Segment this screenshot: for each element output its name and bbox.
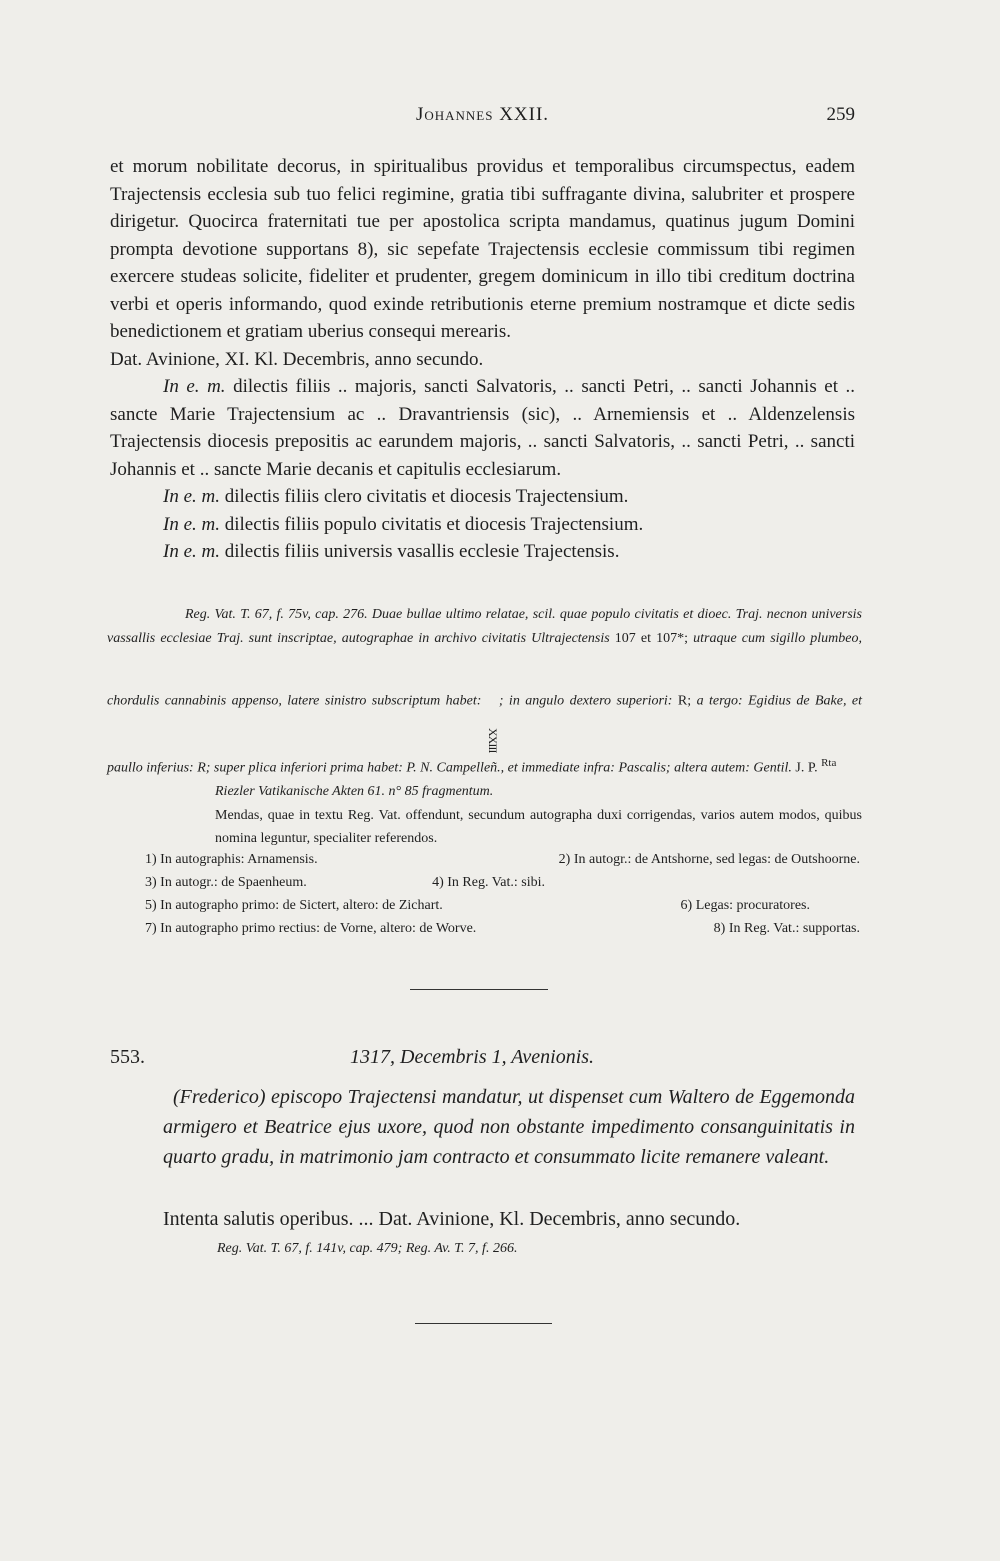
iem-label: In e. m. [163, 541, 220, 562]
entry-summary: (Frederico) episcopo Trajectensi mandatur, ut dispenset cum Waltero de Eggemonda armigero et Beatrice ejus uxore, quod non obstante impedimento consanguinitatis in quarto gradu, in matrimonio jam contracto et consummato licite remanere valeant. [163, 1086, 855, 1168]
signature-mark: XXIII [485, 728, 500, 753]
incipit-line: Intenta salutis operibus. ... Dat. Avinione, Kl. Decembris, anno secundo. [163, 1208, 741, 1230]
iem-label: In e. m. [163, 486, 220, 507]
in-eundem-modum-2: In e. m. dilectis filiis clero civitatis et diocesis Trajectensium. [163, 486, 629, 507]
running-header [110, 104, 855, 134]
editorial-notes [107, 603, 862, 851]
in-eundem-modum-1: In e. m. dilectis filiis .. majoris, sancti Salvatoris, .. sancti Petri, .. sancti Johannis et .. sancte Marie Trajectensium ac .. Dravantriensis (sic), .. Arnemiensis et .. Aldenzelensis Trajectensis diocesis prepositis ac earundem majoris, .. sancti Salvatoris, .. sancti Petri, .. sancti Johannis et .. sancte Marie decanis et capitulis ecclesiarum. [110, 376, 856, 480]
footnote-row [145, 917, 860, 940]
footnote-row [145, 848, 860, 871]
running-title: Johannes XXII. [415, 104, 550, 125]
footnote: 6) Legas: procuratores. [680, 898, 810, 913]
jp-mark: J. P. [795, 760, 818, 776]
dating-clause: Dat. Avinione, XI. Kl. Decembris, anno secundo. [110, 348, 484, 370]
source-note: Reg. Vat. T. 67, f. 75v, cap. 276. Duae bullae ultimo relatae, scil. quae populo civitatis et dioec. Traj. necnon universis vassallis ecclesiae Traj. sunt inscriptae, autographae in archivo civitatis Ultrajectensis 107 et 107*; utraque cum sigillo plumbeo, chordulis cannabinis appenso, latere sinistro subscriptum habet: XXIII; in angulo dextero superiori: R; a tergo: Egidius de Bake, et paullo inferius: R; super plica inferiori prima habet: P. N. Campelleñ., et immediate infra: Pascalis; altera autem: Gentil. J. P. $^{Rta}$ [107, 607, 863, 776]
in-eundem-modum-3: In e. m. dilectis filiis populo civitatis et diocesis Trajectensium. [163, 513, 644, 535]
footnotes [145, 848, 860, 940]
footnote: 3) In autogr.: de Spaenheum. [145, 875, 307, 890]
entry-date: 1317, Decembris 1, Avenionis. [350, 1046, 595, 1068]
section-divider [415, 1323, 552, 1324]
page-number: 259 [826, 104, 855, 125]
footnote: 4) In Reg. Vat.: sibi. [432, 875, 545, 890]
footnote-row [145, 894, 860, 917]
main-text [110, 153, 855, 566]
footnote: 1) In autographis: Arnamensis. [145, 852, 318, 867]
footnote: 2) In autogr.: de Antshorne, sed legas: de Outshoorne. [558, 852, 860, 867]
footnote: 7) In autographo primo rectius: de Vorne, altero: de Worve. [145, 921, 477, 936]
mendas-note: Mendas, quae in textu Reg. Vat. offendunt, secundum autographa duxi corrigendas, varios autem modos, quibus nomina leguntur, specialiter referendos. [215, 807, 862, 847]
iem-label: In e. m. [163, 513, 220, 535]
letter-body: et morum nobilitate decorus, in spiritualibus providus et temporalibus circumspectus, eadem Trajectensis ecclesia sub tuo felici regimine, gratia tibi suffragante divina, salubriter et prospere dirigetur. Quocirca fraternitati tue per apostolica scripta mandamus, quatinus jugum Domini prompta devotione supportans 8), sic sepefate Trajectensis ecclesie commissum tibi regimen exercere studeas solicite, fideliter et prudenter, gregem dominicum in illo tibi creditum doctrina verbi et operis informando, quod exinde retributionis eterne premium nostramque et dicte sedis benedictionem et gratiam uberius consequi merearis. [110, 156, 855, 342]
register-reference: Reg. Vat. T. 67, f. 75v, cap. 276. [185, 607, 368, 622]
iem-label: In e. m. [163, 376, 226, 397]
footnote: 8) In Reg. Vat.: supportas. [713, 921, 860, 936]
footnote: 5) In autographo primo: de Sictert, altero: de Zichart. [145, 898, 443, 913]
entry-reference: Reg. Vat. T. 67, f. 141v, cap. 479; Reg. Av. T. 7, f. 266. [217, 1241, 518, 1256]
footnote-row [145, 871, 860, 894]
rta-mark: Rta [821, 757, 837, 770]
section-divider [410, 989, 548, 990]
in-eundem-modum-4: In e. m. dilectis filiis universis vasallis ecclesie Trajectensis. [163, 541, 620, 562]
entry-number: 553. [110, 1046, 145, 1068]
riezler-note: Riezler Vatikanische Akten 61. n° 85 fragmentum. [215, 784, 494, 800]
